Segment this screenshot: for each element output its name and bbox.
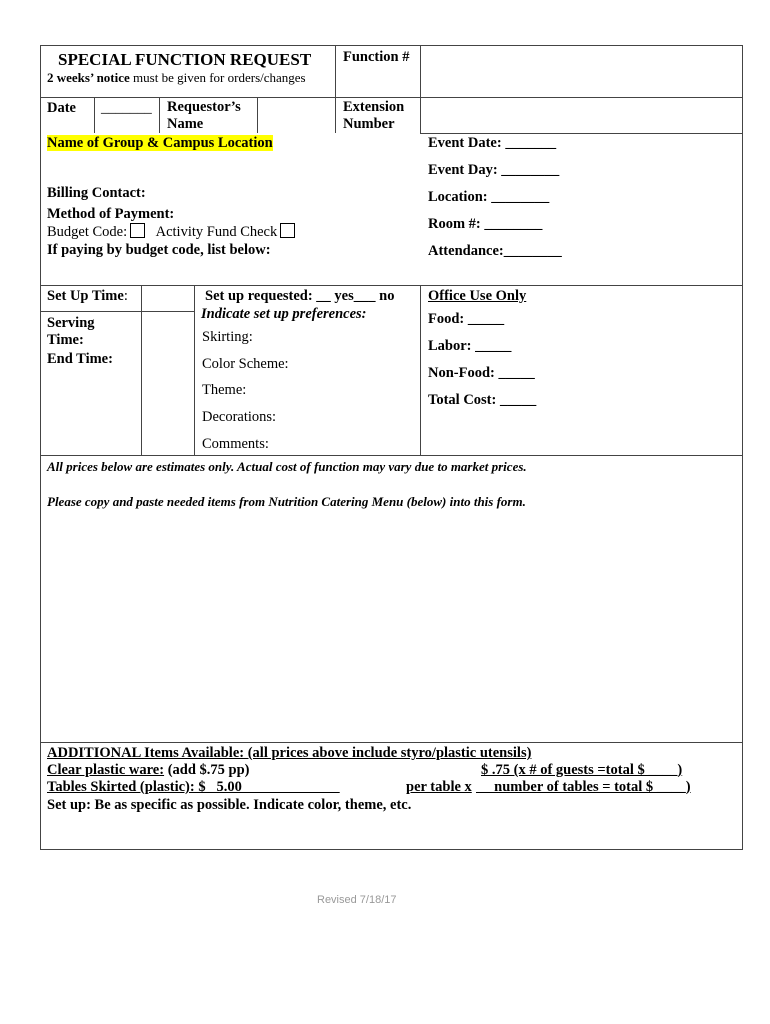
attendance-field[interactable]: Attendance:________ [428, 243, 562, 259]
office-food-field[interactable]: Food: _____ [428, 311, 505, 327]
requestor-label-line2: Name [167, 116, 204, 132]
copy-paste-note: Please copy and paste needed items from Nutrition Catering Menu (below) into this form. [47, 494, 526, 509]
clear-plastic-line [47, 762, 249, 779]
serving-time-line1: Serving [47, 315, 95, 331]
budget-code-note: If paying by budget code, list below: [47, 242, 271, 258]
requestor-label [167, 99, 241, 133]
payment-options [47, 223, 299, 241]
grid-line [40, 742, 743, 743]
end-time-field[interactable] [142, 348, 193, 454]
clear-plastic-price: (add $.75 pp) [164, 762, 250, 778]
comments-label: Comments: [202, 436, 269, 452]
extension-label-line2: Number [343, 116, 395, 132]
notice-text [47, 70, 306, 86]
tables-skirted-per-table: per table x [406, 779, 472, 795]
function-number-label: Function # [343, 49, 410, 65]
budget-code-label: Budget Code: [47, 224, 128, 240]
date-field[interactable]: _______ [101, 100, 152, 116]
activity-fund-checkbox[interactable] [280, 223, 295, 238]
decorations-label: Decorations: [202, 409, 277, 425]
revised-date: Revised 7/18/17 [317, 894, 397, 906]
event-day-field[interactable]: Event Day: ________ [428, 162, 560, 178]
extension-label-line1: Extension [343, 99, 405, 115]
office-non-food-field[interactable]: Non-Food: _____ [428, 365, 535, 381]
serving-time-label [47, 315, 95, 349]
setup-time-field[interactable] [142, 286, 193, 310]
tables-skirted-formula[interactable]: number of tables = total $ ____) [476, 779, 691, 795]
office-labor-field[interactable]: Labor: _____ [428, 338, 512, 354]
end-time-label: End Time: [47, 351, 113, 367]
office-use-title: Office Use Only [428, 288, 527, 304]
clear-plastic-formula[interactable]: $ .75 (x # of guests =total $ ____) [481, 762, 683, 778]
event-date-field[interactable]: Event Date: _______ [428, 135, 557, 151]
skirting-label: Skirting: [202, 329, 253, 345]
requestor-label-line1: Requestor’s [167, 99, 241, 115]
activity-fund-check-label: Activity Fund Check [155, 224, 278, 240]
notice-bold: 2 weeks’ notice [47, 70, 130, 85]
grid-line [420, 133, 743, 134]
theme-label: Theme: [202, 382, 247, 398]
setup-requested-label: Set up requested: __ yes___ no [205, 288, 395, 304]
setup-time-colon: : [123, 288, 128, 304]
setup-specific-note: Set up: Be as specific as possible. Indicate color, theme, etc. [47, 797, 412, 813]
form-title: SPECIAL FUNCTION REQUEST [58, 50, 312, 69]
grid-line [420, 285, 421, 455]
extension-label [343, 99, 404, 133]
additional-heading: ADDITIONAL Items Available: (all prices above include styro/plastic utensils) [47, 745, 532, 761]
setup-time-label [47, 288, 128, 305]
clear-plastic-label: Clear plastic ware: [47, 762, 165, 778]
function-number-field[interactable] [421, 46, 742, 96]
grid-line [94, 97, 95, 133]
budget-code-checkbox[interactable] [130, 223, 145, 238]
grid-line [194, 285, 195, 455]
grid-line [159, 97, 160, 133]
setup-time-text: Set Up Time [47, 288, 124, 304]
menu-paste-area[interactable] [41, 515, 742, 741]
method-of-payment-label: Method of Payment: [47, 206, 175, 222]
grid-line [40, 455, 743, 456]
group-name-highlight: Name of Group & Campus Location [47, 135, 273, 151]
room-field[interactable]: Room #: ________ [428, 216, 543, 232]
extension-number-field[interactable] [421, 98, 742, 132]
requestor-name-field[interactable] [258, 98, 334, 132]
date-label: Date [47, 100, 76, 116]
notice-rest: must be given for orders/changes [129, 70, 306, 85]
billing-contact-label: Billing Contact: [47, 185, 146, 201]
setup-preferences-label: Indicate set up preferences: [201, 306, 367, 322]
group-name-label [47, 135, 273, 152]
serving-time-line2: Time: [47, 332, 84, 348]
serving-time-field[interactable] [142, 312, 193, 347]
tables-skirted-line: Tables Skirted (plastic): $ 5.00 [47, 779, 340, 795]
grid-line [335, 45, 336, 133]
color-scheme-label: Color Scheme: [202, 356, 289, 372]
estimates-note: All prices below are estimates only. Actual cost of function may vary due to market prices. [47, 459, 527, 474]
office-total-cost-field[interactable]: Total Cost: _____ [428, 392, 537, 408]
location-field[interactable]: Location: ________ [428, 189, 550, 205]
